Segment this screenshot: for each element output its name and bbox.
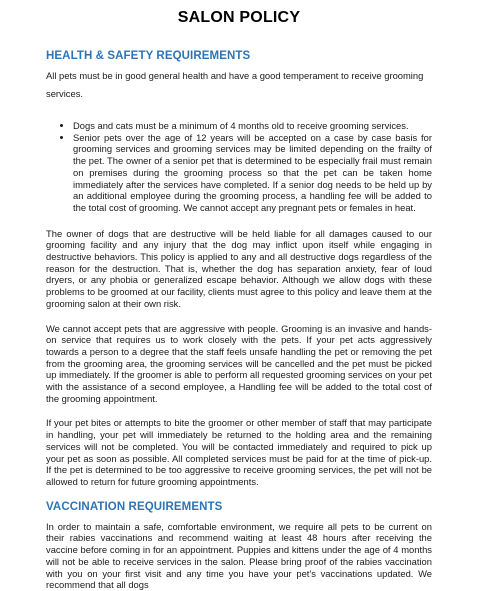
health-requirements-list: [46, 120, 432, 214]
vaccination-heading: VACCINATION REQUIREMENTS: [46, 500, 223, 513]
destructive-dogs-paragraph: The owner of dogs that are destructive will be held liable for all damages caused to our grooming facility and any injury that the dog may inflict upon itself while engaging in destructive behaviors. This policy is applied to any and all destructive dogs regardless of the reason for the destruction. That is, whether the dog has separation anxiety, fear of loud dryers, or any phobia or generalized escape behavior. Although we allow dogs with these problems to be groomed at our facility, clients must agree to this policy and leave them at the grooming salon at their own risk.: [46, 227, 432, 309]
list-item: • Senior pets over the age of 12 years will be accepted on a case by case basis for grooming services and grooming services may be limited depending on the frailty of the pet. The owner of a senior pet that is determined to be especially frail must remain on premises during the grooming process so that the pet can be taken home immediately after the services have completed. If a senior dog needs to be held up by an additional employee during the grooming process, a handling fee will be added to the total cost of grooming. We cannot accept any pregnant pets or females in heat.: [73, 132, 432, 214]
health-intro-paragraph: All pets must be in good general health and have a good temperament to receive grooming services.: [46, 70, 424, 99]
vaccination-paragraph: In order to maintain a safe, comfortable environment, we require all pets to be current on their rabies vaccinations and recommend waiting at least 48 hours after receiving the vaccine before coming in for an appointment. Puppies and kittens under the age of 4 months will not be able to receive services in the salon. Please bring proof of the rabies vaccination with you on your first visit and any time you have your pet's vaccinations updated. We recommend that all dogs: [46, 520, 432, 591]
page-title: SALON POLICY: [177, 9, 301, 26]
biting-policy-paragraph: If your pet bites or attempts to bite the groomer or other member of staff that may participate in handling, your pet will immediately be returned to the holding area and the remaining services will not be completed. You will be contacted immediately and required to pick up your pet as soon as possible. All completed services must be paid for at the time of pick-up. If the pet is determined to be too aggressive to receive grooming services, the pet will not be allowed to return for future grooming appointments.: [46, 417, 432, 487]
health-safety-heading: HEALTH & SAFETY REQUIREMENTS: [46, 50, 251, 62]
list-item: • Dogs and cats must be a minimum of 4 months old to receive grooming services.: [73, 120, 432, 132]
aggressive-pets-paragraph: We cannot accept pets that are aggressive with people. Grooming is an invasive and hands-on service that requires us to work closely with the pets. If your pet acts aggressively towards a person to a degree that the staff feels unsafe handling the pet or removing the pet from the grooming area, the grooming services will be cancelled and the pet must be picked up immediately. If the groomer is able to perform all requested grooming services on your pet with the assistance of a second employee, a Handling fee will be added to the total cost of the grooming appointment.: [46, 322, 432, 404]
